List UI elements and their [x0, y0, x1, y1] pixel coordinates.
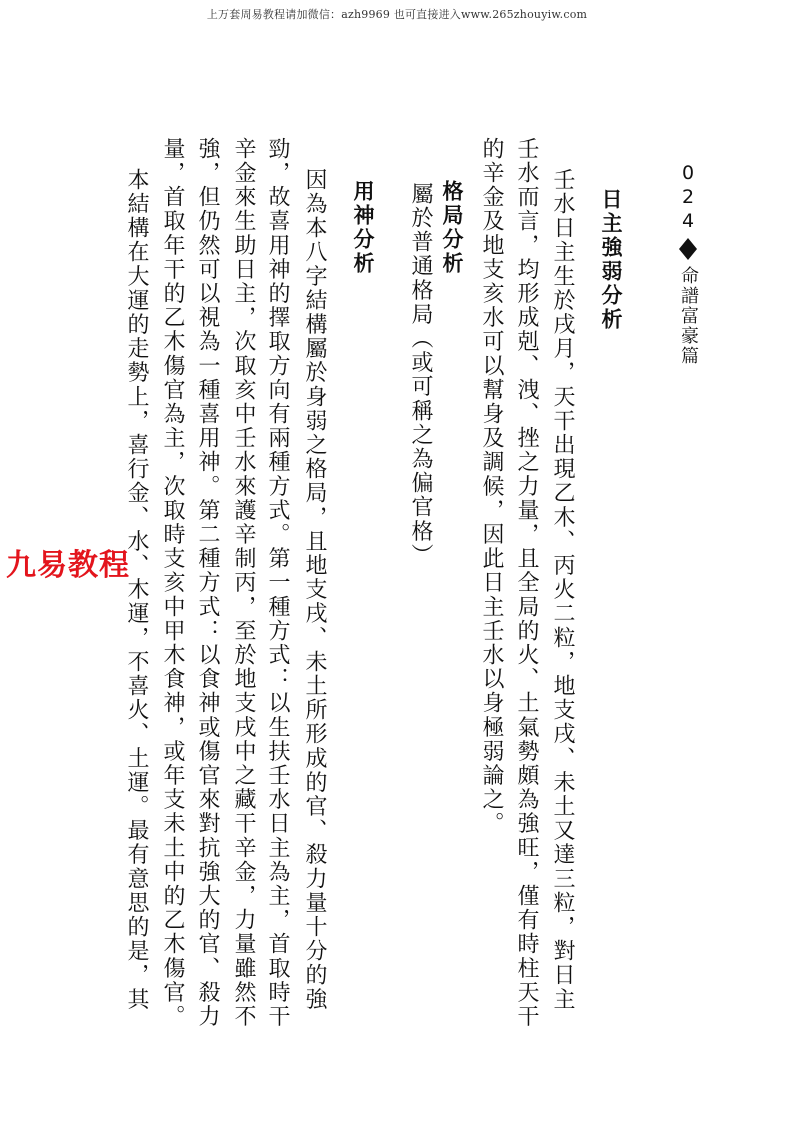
pattern-line: 屬於普通格局（或可稱之為偏官格） [408, 182, 433, 568]
useful-line-2: 勁，故喜用神的擇取方向有兩種方式。第一種方式：以生扶壬水日主為主，首取時干 [265, 137, 290, 1029]
strength-line-1: 壬水日主生於戌月，天干出現乙木、丙火二粒，地支戌、未土又達三粒，對日主 [550, 168, 575, 1012]
watermark: 九易教程 [6, 548, 130, 583]
book-title: 命譜富豪篇 [678, 266, 699, 366]
strength-heading: 日主強弱分析 [599, 188, 623, 332]
useful-line-3: 辛金來生助日主，次取亥中壬水來護辛制丙，至於地支戌中之藏干辛金，力量雖然不 [231, 137, 256, 1029]
header-note: 上万套周易教程请加微信：azh9969 也可直接进入www.265zhouyiw.com [206, 8, 588, 21]
running-head [674, 162, 702, 366]
useful-line-6: 本結構在大運的走勢上，喜行金、水、木運，不喜火、土運。最有意思的是，其 [124, 168, 149, 1012]
useful-line-1: 因為本八字結構屬於身弱之格局，且地支戌、未土所形成的官、殺力量十分的強 [302, 168, 327, 1012]
useful-heading: 用神分析 [351, 180, 375, 276]
strength-line-2: 壬水而言，均形成剋、洩、挫之力量，且全局的火、土氣勢頗為強旺，僅有時柱天干 [514, 137, 539, 1029]
up-down-arrow-icon [679, 238, 697, 260]
useful-line-5: 量，首取年干的乙木傷官為主，次取時支亥中甲木食神，或年支未土中的乙木傷官。 [160, 137, 185, 1029]
strength-line-3: 的辛金及地支亥水可以幫身及調候，因此日主壬水以身極弱論之。 [479, 137, 504, 836]
useful-line-4: 強，但仍然可以視為一種喜用神。第二種方式：以食神或傷官來對抗強大的官、殺力 [195, 137, 220, 1029]
pattern-heading: 格局分析 [440, 180, 464, 276]
page-number: 024 [677, 162, 699, 234]
